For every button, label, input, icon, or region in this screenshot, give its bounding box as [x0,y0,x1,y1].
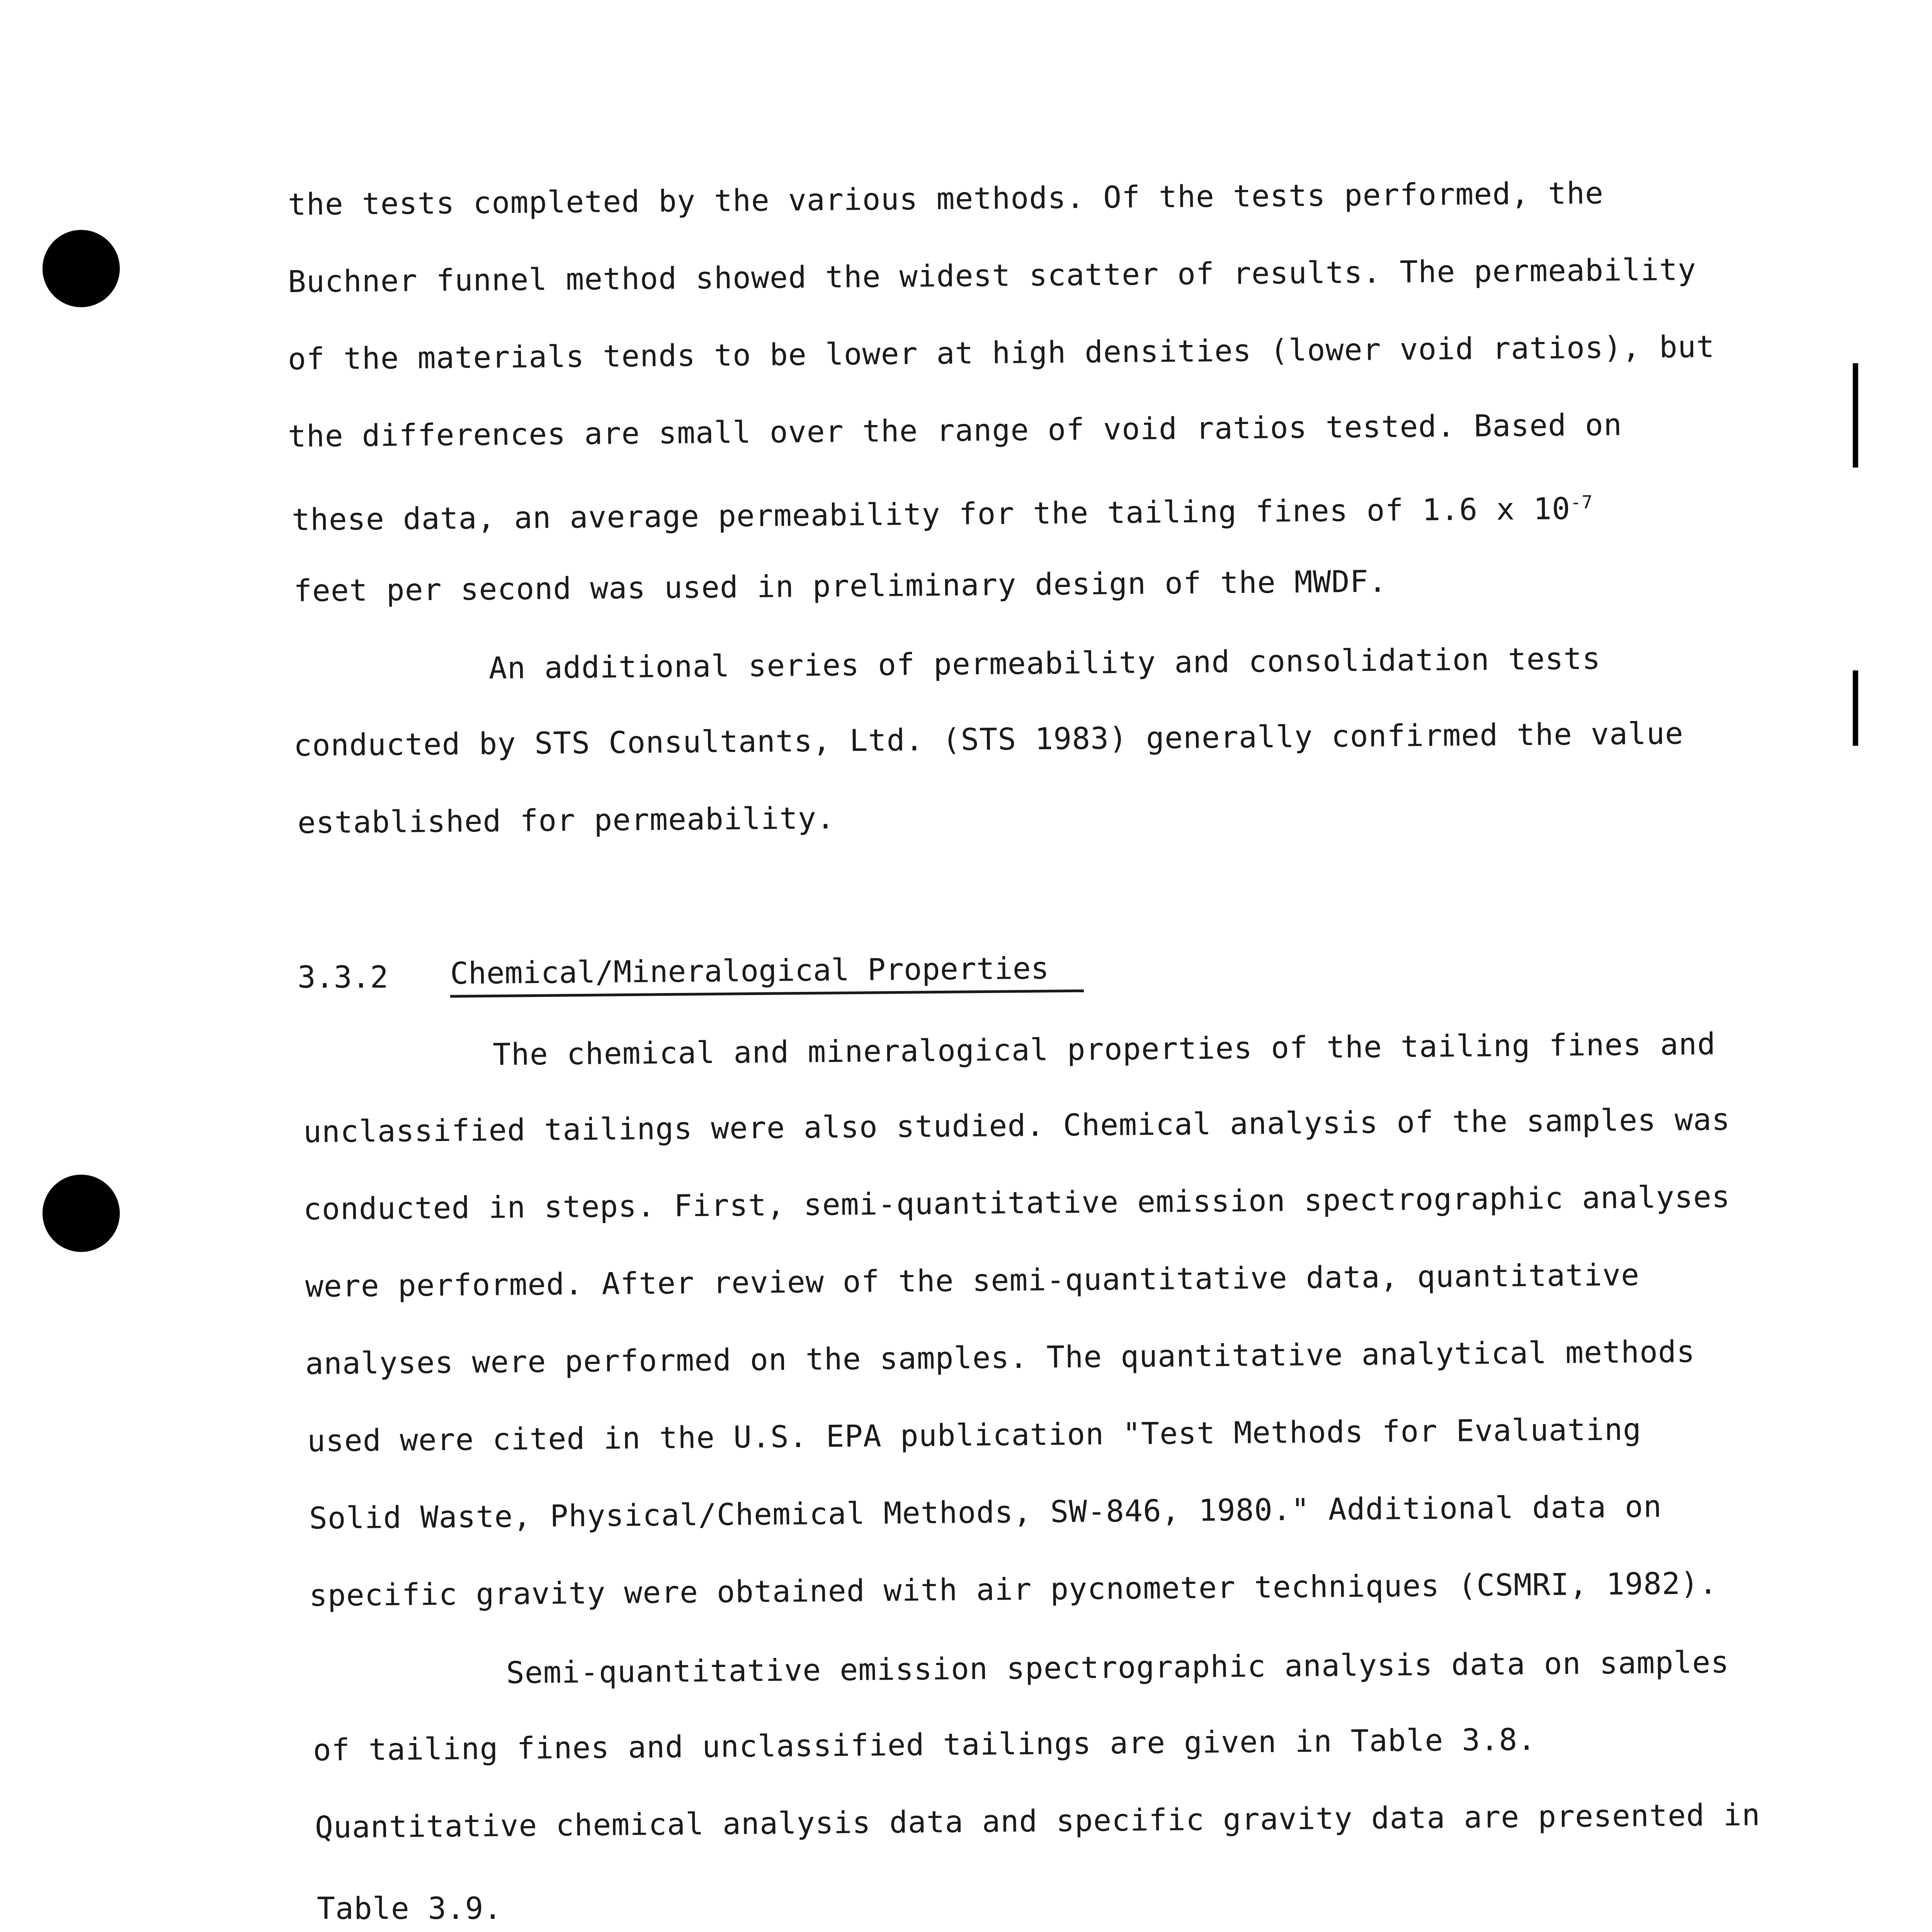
text-line: Solid Waste, Physical/Chemical Methods, SW-846, 1980." Additional data on [309,1489,1662,1536]
text-line: were performed. After review of the semi-quantitative data, quantitative [305,1257,1640,1304]
text-line: conducted by STS Consultants, Ltd. (STS 1983) generally confirmed the value [293,716,1684,763]
text-line: of tailing fines and unclassified tailings are given in Table 3.8. [313,1722,1536,1768]
text-line: Buchner funnel method showed the widest scatter of results. The permeability [287,252,1697,299]
text-line: used were cited in the U.S. EPA publication "Test Methods for Evaluating [307,1412,1642,1459]
text-line: feet per second was used in preliminary design of the MWDF. [293,564,1387,609]
exponent: -7 [1570,492,1593,514]
text-line: Semi-quantitative emission spectrographic analysis data on samples [506,1645,1730,1690]
text-line: the differences are small over the range of void ratios tested. Based on [287,407,1622,454]
text-line: The chemical and mineralogical properties of the tailing fines and [492,1027,1716,1072]
text-line: established for permeability. [297,801,835,840]
text-line: Table 3.9. [317,1891,502,1926]
text-line: specific gravity were obtained with air pycnometer techniques (CSMRI, 1982). [309,1566,1718,1613]
text-line: the tests completed by the various methods. Of the tests performed, the [287,176,1604,222]
section-number: 3.3.2 [298,960,388,995]
text-line: Quantitative chemical analysis data and specific gravity data are presented in [315,1798,1761,1845]
text-line: conducted in steps. First, semi-quantitative emission spectrographic analyses [303,1179,1731,1227]
text-line: of the materials tends to be lower at high densities (lower void ratios), but [287,329,1715,377]
text-line: An additional series of permeability and consolidation tests [488,641,1601,686]
punch-hole-middle [43,1175,120,1252]
text-line: analyses were performed on the samples. The quantitative analytical methods [305,1334,1696,1381]
change-bar-1 [1853,363,1858,468]
section-title: Chemical/Mineralogical Properties [450,951,1049,991]
change-bar-2 [1853,670,1858,746]
punch-hole-top [43,230,120,307]
text-line: unclassified tailings were also studied. Chemical analysis of the samples was [303,1102,1731,1150]
text-line-with-exponent [291,483,1593,539]
text-line: these data, an average permeability for the tailing fines of 1.6 x 10 [291,492,1571,537]
